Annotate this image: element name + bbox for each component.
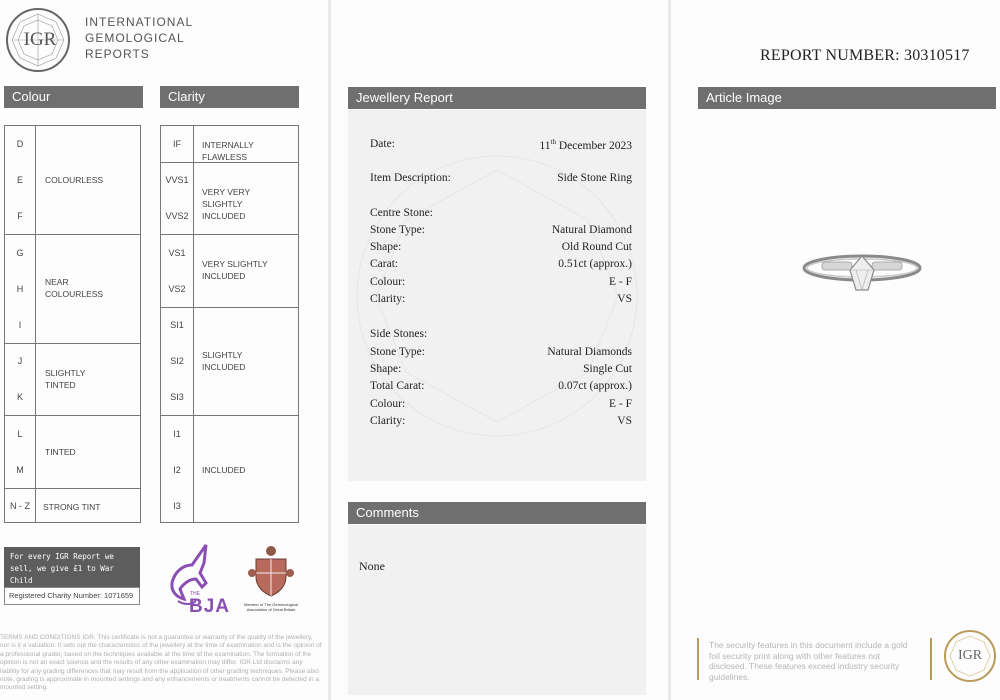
bja-the: THE <box>190 591 200 597</box>
field-label: Shape: <box>370 363 402 375</box>
colour-grade: G <box>16 248 24 258</box>
clarity-grade: I1 <box>173 429 181 439</box>
field-label: Carat: <box>370 258 399 270</box>
ring-image <box>800 244 924 302</box>
clarity-group-label: INCLUDED <box>202 465 246 475</box>
colour-grade: H <box>16 284 24 294</box>
brand-line-1: INTERNATIONAL <box>85 15 194 29</box>
colour-grade: F <box>17 211 23 221</box>
colour-scale-table <box>4 125 141 523</box>
field-label: Stone Type: <box>370 224 425 236</box>
colour-grade: J <box>17 356 23 366</box>
charity-number: Registered Charity Number: 1071659 <box>4 587 140 605</box>
clarity-group-label: SLIGHTLY INCLUDED <box>202 350 246 372</box>
bja-text: BJA <box>189 596 231 617</box>
clarity-grade: SI3 <box>170 392 184 402</box>
colour-group-label: SLIGHTLY TINTED <box>45 368 86 390</box>
field-value: Single Cut <box>583 363 632 375</box>
gold-rule <box>697 638 699 680</box>
date-label: Date: <box>370 138 395 150</box>
field-label: Colour: <box>370 276 406 288</box>
field-value: 0.51ct (approx.) <box>558 258 632 270</box>
igr-seal <box>944 630 996 682</box>
seal-text: IGR <box>957 648 983 663</box>
clarity-scale-header: Clarity <box>160 86 299 108</box>
field-value: E - F <box>609 398 632 410</box>
clarity-grade: I3 <box>173 501 181 511</box>
logo-text: IGR <box>23 29 57 50</box>
date-day: 11 <box>539 139 551 152</box>
field-label: Clarity: <box>370 293 406 305</box>
field-value: E - F <box>609 276 632 288</box>
date-suffix: th <box>550 138 556 146</box>
colour-scale-header: Colour <box>4 86 143 108</box>
comments-text: None <box>359 559 385 573</box>
gem-a-logo <box>242 543 300 618</box>
colour-grade: L <box>17 429 23 439</box>
gem-a-caption <box>238 602 304 612</box>
clarity-grade: SI2 <box>170 356 184 366</box>
item-value: Side Stone Ring <box>557 172 632 184</box>
colour-group-label: STRONG TINT <box>43 502 101 512</box>
clarity-grade: IF <box>173 139 181 149</box>
colour-grade: I <box>18 320 22 330</box>
gem-a-caption-line: Member of The Gemmological <box>244 602 298 607</box>
brand-line-3: REPORTS <box>85 47 150 61</box>
colour-grade: E <box>16 175 23 185</box>
security-note: The security features in this document include a gold foil security print along with other features not disclosed. These features exceed industry security guidelines. <box>709 640 908 682</box>
clarity-group-label: VERY VERY SLIGHTLY INCLUDED <box>202 187 251 221</box>
comments-header: Comments <box>348 502 646 524</box>
field-value: VS <box>617 415 632 427</box>
colour-grade: D <box>16 139 24 149</box>
colour-grade: K <box>16 392 23 402</box>
side-heading-label: Side Stones: <box>370 328 428 340</box>
colour-grade: N - Z <box>10 501 30 511</box>
field-value: Old Round Cut <box>561 241 632 253</box>
colour-group-label: COLOURLESS <box>45 175 104 185</box>
igr-logo <box>6 8 70 72</box>
crest-icon <box>242 543 300 599</box>
date-rest: December 2023 <box>556 139 632 152</box>
gold-rule <box>930 638 932 680</box>
field-value: VS <box>617 293 632 305</box>
ring-icon <box>800 244 924 302</box>
gem-a-caption-line: Association of Great Britain <box>246 607 296 612</box>
charity-banner: For every IGR Report we sell, we give £1 to War Child <box>4 547 140 587</box>
clarity-grade: VVS2 <box>165 211 189 221</box>
clarity-grade: I2 <box>173 465 181 475</box>
brand-line-2: GEMOLOGICAL <box>85 31 185 45</box>
field-label: Clarity: <box>370 415 406 427</box>
report-number: REPORT NUMBER: 30310517 <box>760 47 970 64</box>
report-header: Jewellery Report <box>348 87 646 109</box>
field-label: Total Carat: <box>370 380 425 392</box>
date-value <box>539 138 632 152</box>
field-value: Natural Diamonds <box>547 346 632 358</box>
colour-group-label: TINTED <box>45 447 76 457</box>
clarity-grade: VS2 <box>168 284 186 294</box>
field-value: Natural Diamond <box>551 224 632 236</box>
clarity-grade: VVS1 <box>165 175 189 185</box>
field-value: 0.07ct (approx.) <box>558 380 632 392</box>
centre-heading-label: Centre Stone: <box>370 207 433 219</box>
field-label: Stone Type: <box>370 346 425 358</box>
clarity-group-label: VERY SLIGHTLY INCLUDED <box>202 259 268 281</box>
clarity-grade: VS1 <box>168 248 186 258</box>
colour-grade: M <box>16 465 24 475</box>
bja-logo <box>162 543 232 618</box>
item-label: Item Description: <box>370 172 451 184</box>
field-label: Colour: <box>370 398 406 410</box>
brand-name <box>85 14 193 62</box>
field-label: Shape: <box>370 241 402 253</box>
clarity-grade: SI1 <box>170 320 184 330</box>
grading-scales-panel <box>0 0 328 700</box>
article-image-header: Article Image <box>698 87 996 109</box>
colour-group-label: NEAR COLOURLESS <box>45 277 104 299</box>
terms-and-conditions: TERMS AND CONDITIONS IGR. This certificate is not a guarantee or warranty of the quality of the jewellery, nor is it a valuation. It sets out the characteristics of the jewellery at the time of examination and is the opinion of a professional grader, based on the techniques available at the time of the examination. The formation of the opinion is not an exact science and the results of any other examination may differ. IGR Ltd disclaims any liability for any grading differences that may result from the application of other grading techniques. Please also note, grading is approximate in mounted settings and any enhancements or treatments cannot be detected in a mounted setting. <box>0 634 322 692</box>
clarity-scale-table <box>160 125 299 523</box>
comments-body <box>348 525 646 695</box>
clarity-group-label: INTERNALLY FLAWLESS <box>202 140 254 162</box>
